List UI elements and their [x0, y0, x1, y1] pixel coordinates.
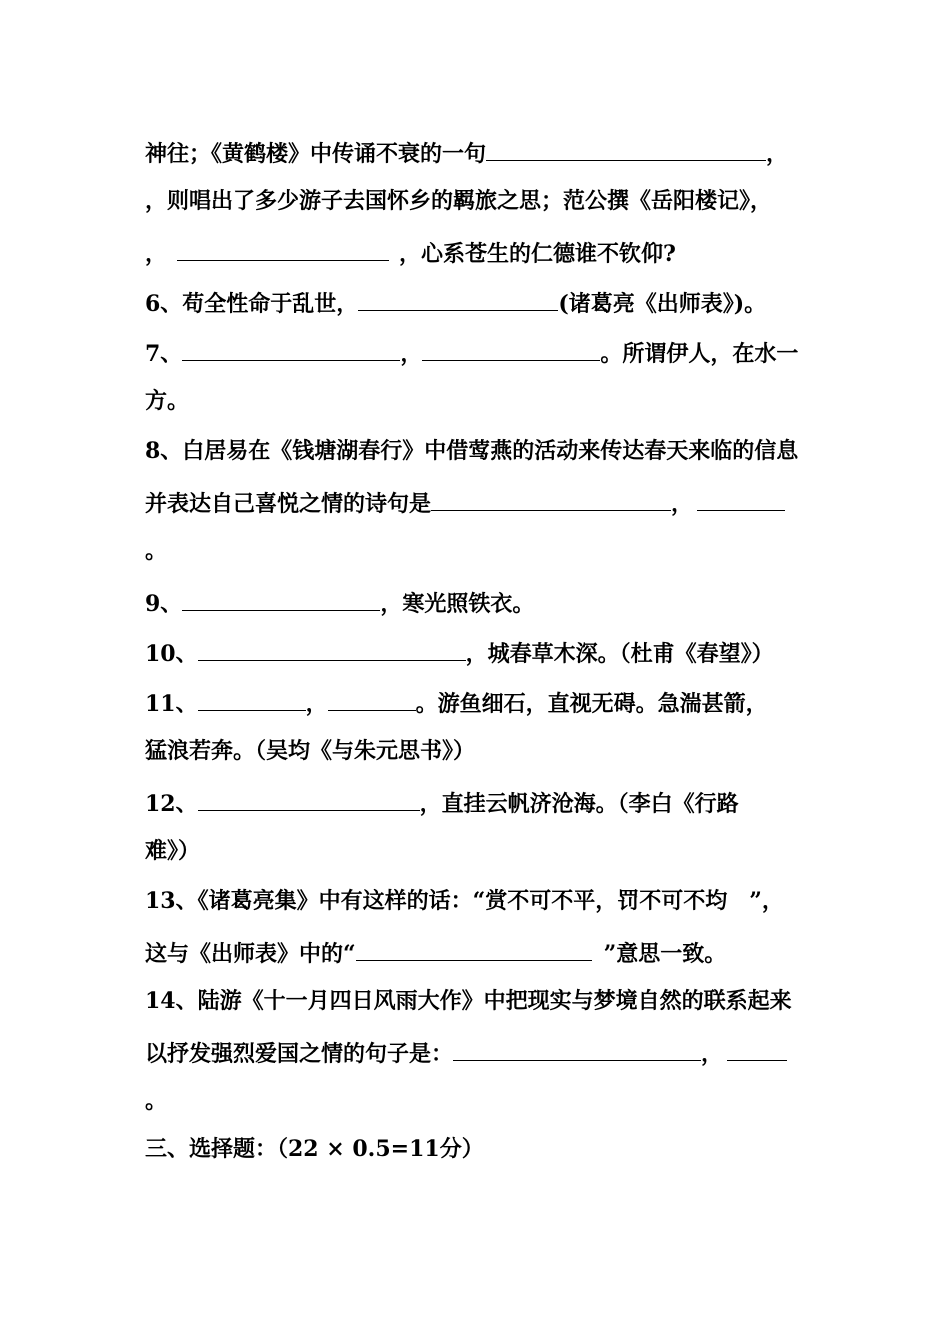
line-text: 神往；《黄鹤楼》中传诵不衰的一句	[145, 141, 487, 167]
question-10	[145, 634, 810, 668]
answer-blank[interactable]	[431, 484, 671, 511]
text-line	[145, 234, 810, 268]
text-line	[145, 934, 810, 968]
line-text: ，	[671, 491, 694, 517]
question-6	[145, 284, 810, 318]
line-text: ，	[701, 1041, 724, 1067]
line-text: ”意思一致。	[603, 941, 727, 967]
line-text: 11、	[145, 691, 198, 717]
text-line	[145, 834, 810, 868]
answer-blank[interactable]	[177, 234, 389, 261]
text-line	[145, 134, 810, 168]
line-text: (诸葛亮《出师表》)。	[558, 291, 767, 317]
answer-blank[interactable]	[358, 284, 558, 311]
answer-blank[interactable]	[182, 334, 400, 361]
line-text: 。	[145, 538, 168, 564]
answer-blank[interactable]	[727, 1034, 787, 1061]
line-text: 7、	[145, 341, 183, 367]
answer-blank[interactable]	[697, 484, 785, 511]
line-text: 以抒发强烈爱国之情的句子是：	[145, 1041, 454, 1067]
section-heading	[145, 1132, 810, 1166]
question-13	[145, 884, 810, 918]
question-11	[145, 684, 810, 718]
text-line	[145, 534, 810, 568]
line-text: 方。	[145, 388, 190, 414]
line-text: ，	[766, 141, 789, 167]
text-line	[145, 484, 810, 518]
question-14	[145, 984, 810, 1018]
line-text: 9、	[145, 591, 183, 617]
line-text: ，	[400, 341, 423, 367]
question-8	[145, 434, 810, 468]
line-text: 猛浪若奔。（吴均《与朱元思书》）	[145, 738, 476, 764]
line-text: 这与《出师表》中的“	[145, 941, 356, 967]
line-text: ，	[305, 691, 328, 717]
answer-blank[interactable]	[182, 584, 380, 611]
text-line	[145, 184, 810, 218]
answer-blank[interactable]	[328, 684, 416, 711]
answer-blank[interactable]	[422, 334, 600, 361]
text-line	[145, 384, 810, 418]
line-text: 。	[145, 1088, 168, 1114]
text-line	[145, 1034, 810, 1068]
text-line	[145, 734, 810, 768]
line-text: 14、陆游《十一月四日风雨大作》中把现实与梦境自然的联系起来	[145, 988, 792, 1014]
line-text: 10、	[145, 641, 198, 667]
answer-blank[interactable]	[453, 1034, 701, 1061]
line-text: ，直挂云帆济沧海。（李白《行路	[419, 791, 739, 817]
answer-blank[interactable]	[198, 684, 306, 711]
line-text: 13、《诸葛亮集》中有这样的话：“赏不可不平，罚不可不均 ”，	[145, 888, 784, 914]
line-text: 难》）	[145, 838, 201, 864]
line-text: ，寒光照铁衣。	[380, 591, 535, 617]
line-text: 6、苟全性命于乱世，	[145, 291, 359, 317]
answer-blank[interactable]	[486, 134, 766, 161]
text-line	[145, 1084, 810, 1118]
question-9	[145, 584, 810, 618]
answer-blank[interactable]	[198, 634, 466, 661]
line-text: 8、白居易在《钱塘湖春行》中借莺燕的活动来传达春天来临的信息	[145, 438, 799, 464]
line-text: 并表达自己喜悦之情的诗句是	[145, 491, 432, 517]
question-7	[145, 334, 810, 368]
line-text: 12、	[145, 791, 198, 817]
line-text: ，则唱出了多少游子去国怀乡的羁旅之思；范公撰《岳阳楼记》，	[145, 188, 773, 214]
line-text: ，	[145, 241, 168, 267]
section-title: 三、选择题：（22 × 0.5=11分）	[145, 1136, 484, 1162]
line-text: ，心系苍生的仁德谁不钦仰?	[399, 241, 676, 267]
line-text: 。游鱼细石，直视无碍。急湍甚箭，	[415, 691, 768, 717]
line-text: ，城春草木深。（杜甫《春望》）	[465, 641, 774, 667]
line-text: 。所谓伊人，在水一	[600, 341, 799, 367]
answer-blank[interactable]	[356, 934, 592, 961]
answer-blank[interactable]	[198, 784, 420, 811]
question-12	[145, 784, 810, 818]
